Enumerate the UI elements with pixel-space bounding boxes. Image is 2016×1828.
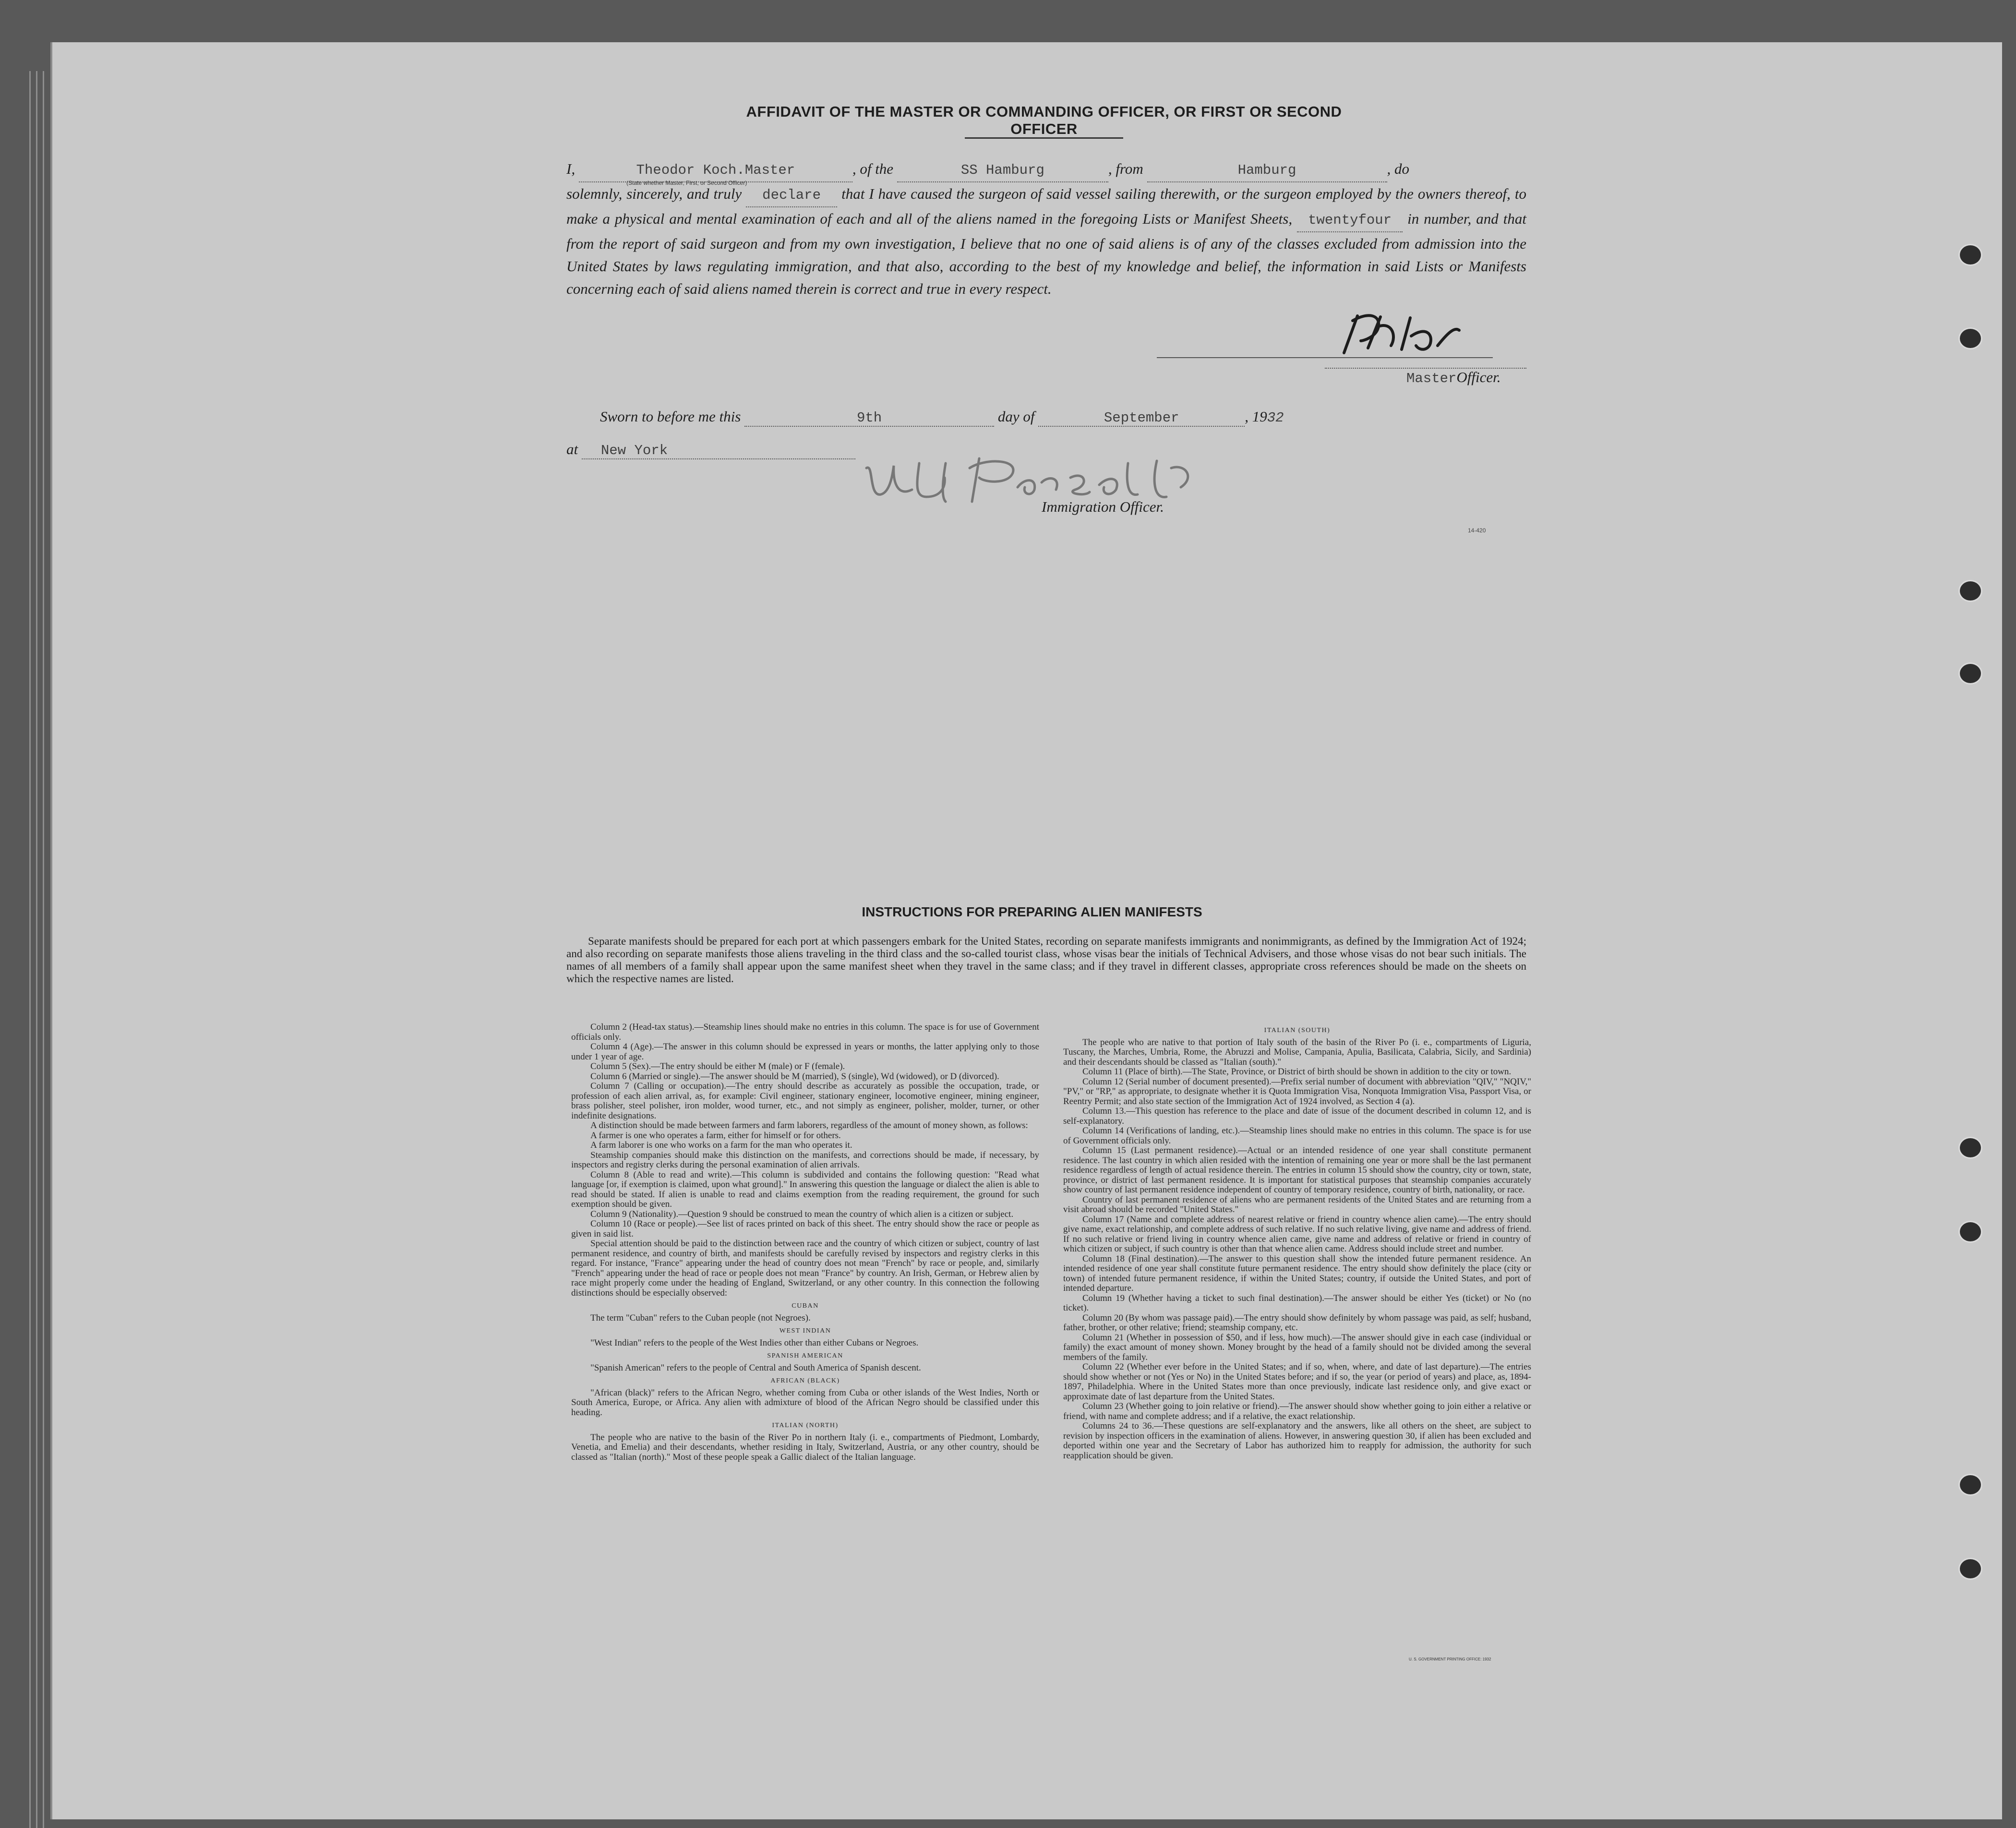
binder-hole (1958, 1137, 1982, 1159)
officer-title-field (1406, 369, 1501, 386)
sworn-place-field: New York (582, 443, 855, 459)
left-paragraph: A farmer is one who operates a farm, either for himself or for others. (590, 1130, 841, 1141)
right-paragraph: Column 14 (Verifications of landing, etc.).—Steamship lines should make no entries in this column. The space is for use of Government officials only. (1063, 1126, 1531, 1146)
binder-hole (1958, 580, 1982, 602)
year-prefix: , 19 (1245, 408, 1267, 425)
of-the-label: , of the (852, 160, 894, 177)
italian-north-text: The people who are native to the basin of the River Po in northern Italy (i. e., compartments of Piedmont, Lombardy, Venetia, and Emelia) and their descendants, whether residing in Italy, Switzerland, Austria, or any other country, should be classed as "Italian (north)." Most of these people speak a Gallic dialect of the Italian language. (571, 1432, 1039, 1462)
left-paragraph: Column 2 (Head-tax status).—Steamship lines should make no entries in this column. The space is for use of Government officials only. (571, 1022, 1039, 1042)
right-paragraph: Column 11 (Place of birth).—The State, Province, or District of birth should be shown in addition to the city or town. (1082, 1067, 1512, 1077)
west-indian-heading: WEST INDIAN (779, 1327, 831, 1335)
master-signature (1334, 307, 1488, 360)
count-field: twentyfour (1297, 209, 1403, 232)
at-label: at (566, 441, 578, 457)
binder-hole (1958, 1558, 1982, 1580)
right-paragraph: Column 15 (Last permanent residence).—Actual or an intended residence of one year shall constitute permanent residence. The last country in which alien resided with the intention of remaining one year or more shall be the last permanent residence regardless of length of actual residence therein. The entries in column 15 should show the country, city or town, state, province, or district of last permanent residence. It is important for statistical purposes that steamship companies accurately show country of last permanent residence independent of country of temporary residence, country of birth, nationality, or race. (1063, 1145, 1531, 1195)
printer-note: U. S. GOVERNMENT PRINTING OFFICE: 1932 (1409, 1657, 1491, 1661)
left-paragraph: Column 9 (Nationality).—Question 9 should be construed to mean the country of which alien is a citizen or subject. (590, 1209, 1014, 1219)
day-of-label: day of (997, 408, 1035, 425)
italian-north-heading: ITALIAN (NORTH) (772, 1422, 839, 1429)
binder-hole (1958, 1221, 1982, 1243)
binder-hole (1958, 662, 1982, 685)
affidavit-title: AFFIDAVIT OF THE MASTER OR COMMANDING OFFICER, OR FIRST OR SECOND OFFICER (746, 103, 1342, 137)
i-label: I, (566, 160, 576, 177)
left-paragraph: A distinction should be made between farmers and farm laborers, regardless of the amount of money shown, as follows: (590, 1120, 1028, 1130)
left-paragraph: A farm laborer is one who works on a farm for the man who operates it. (590, 1140, 852, 1150)
left-paragraph: Column 5 (Sex).—The entry should be either M (male) or F (female). (590, 1061, 845, 1071)
sworn-label: Sworn to before me this (600, 408, 741, 425)
instructions-intro: Separate manifests should be prepared for each port at which passengers embark for the United States, recording on separate manifests immigrants and nonimmigrants, as defined by the Immigration Act of 1924; and also recording on separate manifests those aliens traveling in the third class and the so-called tourist class, whose visas bear the initials of Technical Advisers, and those whose visas do not bear such initials. The names of all members of a family shall appear upon the same manifest sheet when they travel in the same class; and if they travel in different classes, appropriate cross references should be made on the sheets on which the respective names are listed. (566, 935, 1526, 985)
instructions-title: INSTRUCTIONS FOR PREPARING ALIEN MANIFESTS (862, 904, 1202, 919)
right-paragraph: Column 23 (Whether going to join relative or friend).—The answer should show whether going to join either a relative or friend, with name and complete address; and if a relative, the exact relationship. (1063, 1401, 1531, 1421)
italian-south-heading: ITALIAN (SOUTH) (1264, 1027, 1331, 1034)
immigration-officer-label: Immigration Officer. (1042, 498, 1164, 515)
right-paragraph: Column 13.—This question has reference to the place and date of issue of the document described in column 12, and is self-explanatory. (1063, 1106, 1531, 1126)
sworn-place-line (566, 441, 855, 459)
right-paragraph: Column 12 (Serial number of document presented).—Prefix serial number of document with abbreviation "QIV," "NQIV," "PV," or "RP," as appropriate, to designate whether it is Quota Immigration Visa, Nonquota Immigration Visa, Passport Visa, or Reentry Permit; and also state section of the Immigration Act of 1924 involved, as Section 4 (a). (1063, 1076, 1531, 1106)
right-paragraph: Columns 24 to 36.—These questions are self-explanatory and the answers, like all others on the sheet, are subject to revision by inspection officers in the examination of aliens. However, in answering question 30, if alien has been excluded and deported within one year and the Secretary of Labor has authorized him to reapply for admission, the authority for such reapplication should be given. (1063, 1421, 1531, 1461)
right-paragraph: Column 20 (By whom was passage paid).—The entry should show definitely by whom passage was paid, as self; husband, father, brother, or other relative; friend; steamship company, etc. (1063, 1312, 1531, 1333)
officer-label: Officer. (1456, 369, 1501, 385)
affidavit-body (566, 157, 1526, 300)
do-label: , do (1387, 160, 1409, 177)
left-paragraph: Column 4 (Age).—The answer in this column should be expressed in years or months, the latter applying only to those under 1 year of age. (571, 1042, 1039, 1062)
cuban-text: The term "Cuban" refers to the Cuban people (not Negroes). (590, 1312, 811, 1323)
page-edge (36, 71, 37, 1828)
left-paragraph: Column 6 (Married or single).—The answer should be M (married), S (single), Wd (widowed), or D (divorced). (590, 1071, 999, 1082)
binder-hole (1958, 327, 1982, 349)
left-paragraph: Steamship companies should make this distinction on the manifests, and corrections should be made, if necessary, by inspectors and registry clerks during the personal examination of alien arrivals. (571, 1150, 1039, 1170)
officer-title-value: Master (1406, 371, 1457, 386)
binder-hole (1958, 244, 1982, 266)
binder-hole (1958, 1474, 1982, 1496)
right-paragraph: The people who are native to that portion of Italy south of the basin of the River Po (i. e., compartments of Liguria, Tuscany, the Marches, Umbria, Rome, the Abruzzi and Molise, Campania, Apulia, Basilicata, Calabria, Sicily, and Sardinia) and their descendants should be classed as "Italian (south)." (1063, 1037, 1531, 1067)
right-paragraph: Column 18 (Final destination).—The answer to this question shall show the intended future permanent residence. An intended residence of one year shall constitute future permanent residence. The entry should show definitely the place (city or town) of intended future permanent residence, if within the United States; country, if outside the United States, and port of intended departure. (1063, 1253, 1531, 1293)
spanish-american-heading: SPANISH AMERICAN (767, 1352, 843, 1359)
left-paragraph: Special attention should be paid to the distinction between race and the country of which citizen or subject, country of last permanent residence, and country of birth, and manifests should be carefully revised by inspectors and registry clerks in this regard. For instance, "France" appearing under the head of country does not mean "French" by race or people, and, similarly "French" appearing under the head of race or people does not mean "France" by country. An Irish, German, or Hebrew alien by race might properly come under the heading of England, Switzerland, or any other country. In this connection the following distinctions should be especially observed: (571, 1239, 1039, 1298)
right-paragraph: Column 22 (Whether ever before in the United States; and if so, when, where, and date of last departure).—The entries should show whether or not (Yes or No) in the United States before; and if so, the year (or period of years) and place, as, 1894-1897, Philadelphia. Where in the United States more than once previously, indicate last residence only, and give exact or approximate date of last departure from the United States. (1063, 1362, 1531, 1402)
right-paragraph: Country of last permanent residence of aliens who are permanent residents of the United States and are returning from a visit abroad should be recorded "United States." (1063, 1194, 1531, 1215)
instructions-right-column (1063, 1022, 1531, 1461)
left-paragraph: Column 7 (Calling or occupation).—The entry should describe as accurately as possible the occupation, trade, or profession of each alien arrival, as, for example: Civil engineer, stationary engineer, locomotive engineer, mining engineer, brass polisher, steel polisher, iron molder, wood turner, etc., and not simply as engineer, polisher, molder, turner, or other indefinite designations. (571, 1081, 1039, 1121)
african-heading: AFRICAN (BLACK) (770, 1377, 840, 1384)
west-indian-text: "West Indian" refers to the people of the West Indies other than either Cubans or Negroes. (590, 1337, 919, 1348)
left-paragraph: Column 10 (Race or people).—See list of races printed on back of this sheet. The entry should show the race or people as given in said list. (571, 1219, 1039, 1239)
spanish-american-text: "Spanish American" refers to the people of Central and South America of Spanish descent. (590, 1362, 921, 1373)
african-text: "African (black)" refers to the African Negro, whether coming from Cuba or other islands of the West Indies, North or South America, Europe, or Africa. Any alien with admixture of blood of the African Negro should be classified under this heading. (571, 1387, 1039, 1418)
affidavit-text-2: that I have caused the surgeon of said vessel sailing therewith, or the surgeon employed by the owners thereof, to make a physical and mental examination of each and all of the aliens named in the foregoing Lists or Manifest Sheets, (566, 185, 1527, 227)
right-paragraph: Column 19 (Whether having a ticket to such final destination).—The answer should be either Yes (ticket) or No (no ticket). (1063, 1293, 1531, 1313)
affidavit-text-3: in number, and that from the report of said surgeon and from my own investigation, I believe that no one of said aliens is of any of the classes excluded from admission into the United States by laws regulating immigration, and that also, according to the best of my knowledge and belief, the information in said Lists or Manifests concerning each of said aliens named therein is correct and true in every respect. (566, 210, 1527, 297)
declare-field: declare (746, 184, 837, 207)
right-paragraph: Column 21 (Whether in possession of $50, and if less, how much).—The answer should give in each case (individual or family) the exact amount of money shown. Money brought by the head of a family should not be divided among the several members of the family. (1063, 1332, 1531, 1362)
year-field: 32 (1267, 410, 1284, 426)
instructions-left-column (571, 1022, 1039, 1462)
page-edge (29, 71, 31, 1828)
cuban-heading: CUBAN (792, 1302, 819, 1310)
affidavit-text-1: solemnly, sincerely, and truly (566, 185, 742, 202)
manifest-sheet (50, 42, 2002, 1819)
title-rule (965, 137, 1123, 139)
left-paragraph: Column 8 (Able to read and write).—This column is subdivided and contains the following question: "Read what language [or, if exemption is claimed, upon what ground]." In answering this question the language or dialect the alien is able to read should be stated. If alien is unable to read and claims exemption from the reading requirement, the ground for such exemption should be given. (571, 1169, 1039, 1209)
officer-name-field: Theodor Koch.Master (579, 159, 852, 182)
signature-line (1157, 357, 1493, 358)
form-number: 14-420 (1468, 527, 1486, 534)
sworn-month-field: September (1038, 410, 1245, 427)
page-edge (43, 71, 44, 1828)
sworn-line (600, 408, 1284, 427)
right-paragraph: Column 17 (Name and complete address of nearest relative or friend in country whence alien came).—The entry should give name, exact relationship, and complete address of such relative. If no such relative living, give name and address of friend. If no such relative or friend living in country whence alien came, give name and address of relative or friend in country of which citizen or subject, if such country is other than that whence alien came. Address should include street and number. (1063, 1214, 1531, 1254)
officer-rank-note: (State whether Master, First, or Second Officer) (626, 180, 747, 186)
port-field: Hamburg (1147, 159, 1387, 182)
sworn-day-field: 9th (744, 410, 994, 427)
from-label: , from (1108, 160, 1143, 177)
vessel-field: SS Hamburg (897, 159, 1108, 182)
